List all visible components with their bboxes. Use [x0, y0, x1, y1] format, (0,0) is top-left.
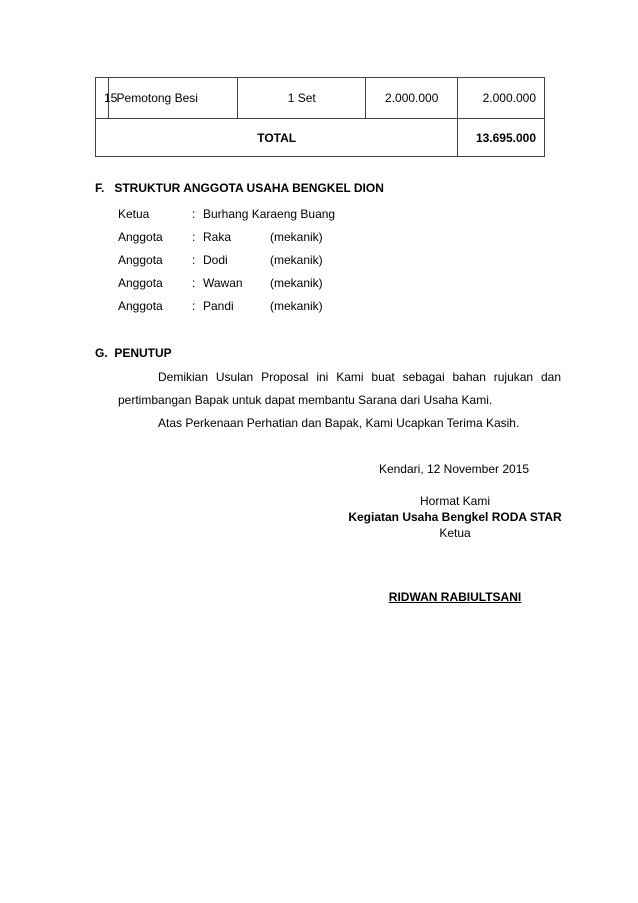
member-colon: :	[192, 207, 196, 221]
member-role: Anggota	[118, 230, 163, 244]
section-f-heading: F. STRUKTUR ANGGOTA USAHA BENGKEL DION	[95, 181, 384, 195]
signer-name: RIDWAN RABIULTSANI	[388, 590, 522, 604]
member-role: Anggota	[118, 299, 163, 313]
closing-paragraph-line: pertimbangan Bapak untuk dapat membantu Sarana dari Usaha Kami.	[118, 393, 493, 407]
item-quantity: 1 Set	[238, 78, 366, 119]
item-name: Pemotong Besi	[108, 78, 238, 119]
table-total-row	[96, 119, 545, 157]
member-note: (mekanik)	[270, 299, 323, 313]
closing-paragraph-line: Demikian Usulan Proposal ini Kami buat sebagai bahan rujukan dan	[158, 370, 561, 384]
member-note: (mekanik)	[270, 230, 323, 244]
equipment-table	[95, 77, 545, 157]
member-name: Pandi	[203, 299, 234, 313]
member-role: Ketua	[118, 207, 150, 221]
thanks-paragraph: Atas Perkenaan Perhatian dan Bapak, Kami Ucapkan Terima Kasih.	[158, 416, 520, 430]
place-date: Kendari, 12 November 2015	[378, 462, 530, 476]
member-name: Raka	[203, 230, 232, 244]
greeting: Hormat Kami	[419, 494, 490, 508]
member-role: Anggota	[118, 253, 163, 267]
total-label: TOTAL	[96, 119, 458, 157]
section-g-heading: G. PENUTUP	[95, 346, 172, 360]
member-role: Anggota	[118, 276, 163, 290]
table-row	[96, 78, 545, 119]
total-value: 13.695.000	[458, 119, 545, 157]
signer-title: Ketua	[439, 526, 471, 540]
item-total: 2.000.000	[458, 78, 545, 119]
member-colon: :	[192, 230, 196, 244]
member-name: Burhang Karaeng Buang	[203, 207, 336, 221]
row-number: 15	[96, 78, 109, 119]
member-colon: :	[192, 299, 196, 313]
item-price: 2.000.000	[366, 78, 458, 119]
member-note: (mekanik)	[270, 253, 323, 267]
member-note: (mekanik)	[270, 276, 323, 290]
member-colon: :	[192, 253, 196, 267]
member-name: Wawan	[203, 276, 243, 290]
member-colon: :	[192, 276, 196, 290]
member-name: Dodi	[203, 253, 228, 267]
organization-name: Kegiatan Usaha Bengkel RODA STAR	[348, 510, 562, 524]
